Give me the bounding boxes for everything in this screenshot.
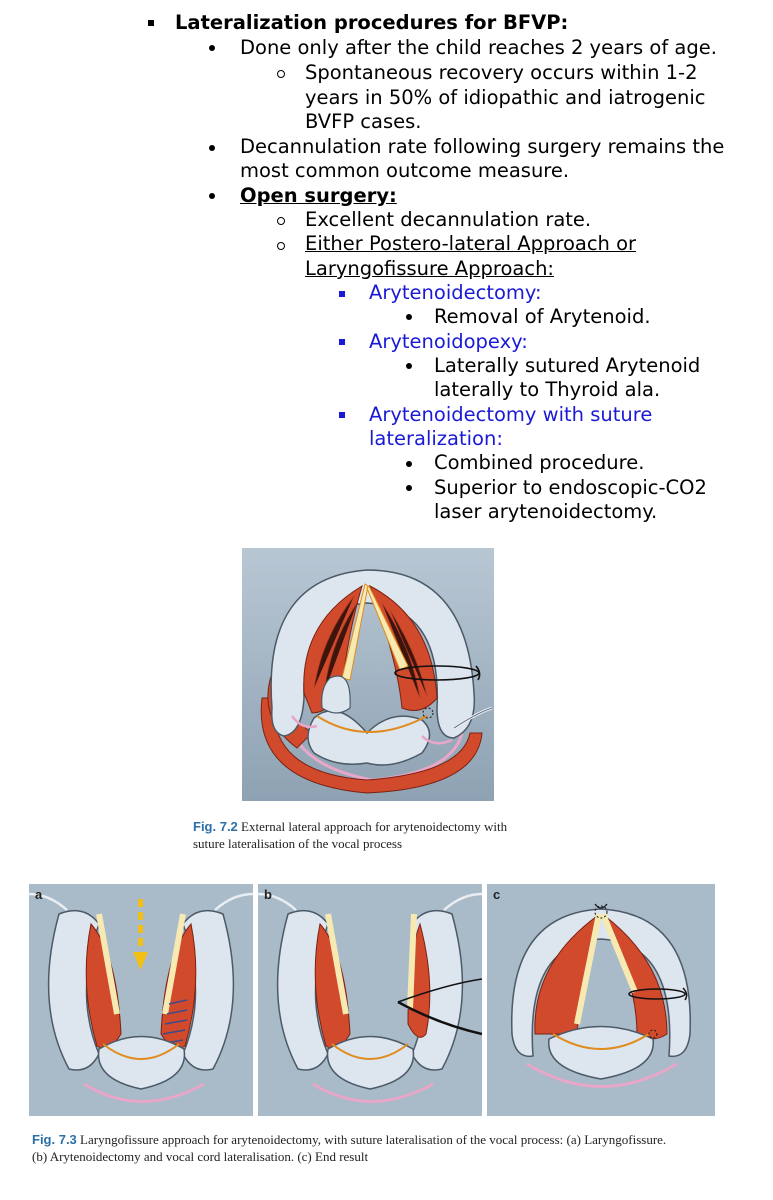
figure-7-2-illustration: [242, 548, 494, 801]
bullet-icon: [406, 461, 412, 467]
combo-label-1: Arytenoidectomy with suture: [369, 403, 653, 426]
figure-number: Fig. 7.2: [193, 819, 238, 834]
open-surgery-heading: Open surgery:: [240, 184, 397, 207]
figure-7-3-caption: [32, 1131, 666, 1165]
square-bullet-icon: [339, 291, 345, 297]
square-bullet-icon: [339, 339, 345, 345]
bullet-icon: [209, 193, 215, 199]
figure-7-3-panel-a: [29, 884, 253, 1116]
circle-bullet-icon: [277, 70, 285, 78]
combo-desc-1: Combined procedure.: [434, 451, 645, 474]
arytenoidopexy-label: Arytenoidopexy:: [369, 330, 528, 353]
combo-label-2: lateralization:: [369, 427, 503, 450]
circle-bullet-icon: [277, 242, 285, 250]
caption-line-1: Laryngofissure approach for arytenoidectomy, with suture lateralisation of the vocal process: (a) Laryngofissure.: [80, 1132, 667, 1147]
bullet-icon: [406, 363, 412, 369]
decannulation-line-2: most common outcome measure.: [240, 159, 570, 182]
arytenoidectomy-label: Arytenoidectomy:: [369, 281, 542, 304]
square-bullet-icon: [148, 20, 154, 26]
bullet-icon: [406, 314, 412, 320]
caption-line-2: (b) Arytenoidectomy and vocal cord lateralisation. (c) End result: [32, 1149, 369, 1164]
approach-line-1: Either Postero-lateral Approach or: [305, 232, 637, 255]
excellent-rate: Excellent decannulation rate.: [305, 208, 592, 231]
figure-7-3-panel-b: [258, 884, 482, 1116]
approach-line-2: Laryngofissure Approach:: [305, 257, 554, 280]
caption-line-2: suture lateralisation of the vocal process: [193, 836, 403, 851]
combo-desc-2b: laser arytenoidectomy.: [434, 500, 658, 523]
figure-7-3-panel-c: [487, 884, 715, 1116]
arytenoidectomy-desc: Removal of Arytenoid.: [434, 305, 651, 328]
arytenoidopexy-desc-1: Laterally sutured Arytenoid: [434, 354, 701, 377]
circle-bullet-icon: [277, 217, 285, 225]
figure-number: Fig. 7.3: [32, 1132, 77, 1147]
bullet-icon: [209, 145, 215, 151]
recovery-line-2: years in 50% of idiopathic and iatrogenic: [305, 86, 706, 109]
recovery-line-3: BVFP cases.: [305, 110, 422, 133]
caption-line-1: External lateral approach for arytenoidectomy with: [241, 819, 508, 834]
panel-label-b: b: [264, 887, 272, 902]
age-requirement: Done only after the child reaches 2 years of age.: [240, 36, 717, 59]
bullet-icon: [209, 45, 215, 51]
combo-desc-2a: Superior to endoscopic-CO2: [434, 476, 707, 499]
bullet-icon: [406, 485, 412, 491]
panel-label-a: a: [35, 887, 43, 902]
figure-7-2-caption: [193, 818, 507, 852]
panel-label-c: c: [493, 887, 501, 902]
decannulation-line-1: Decannulation rate following surgery remains the: [240, 135, 725, 158]
recovery-line-1: Spontaneous recovery occurs within 1-2: [305, 61, 698, 84]
arytenoidopexy-desc-2: laterally to Thyroid ala.: [434, 378, 661, 401]
section-heading: Lateralization procedures for BFVP:: [175, 11, 569, 34]
square-bullet-icon: [339, 412, 345, 418]
